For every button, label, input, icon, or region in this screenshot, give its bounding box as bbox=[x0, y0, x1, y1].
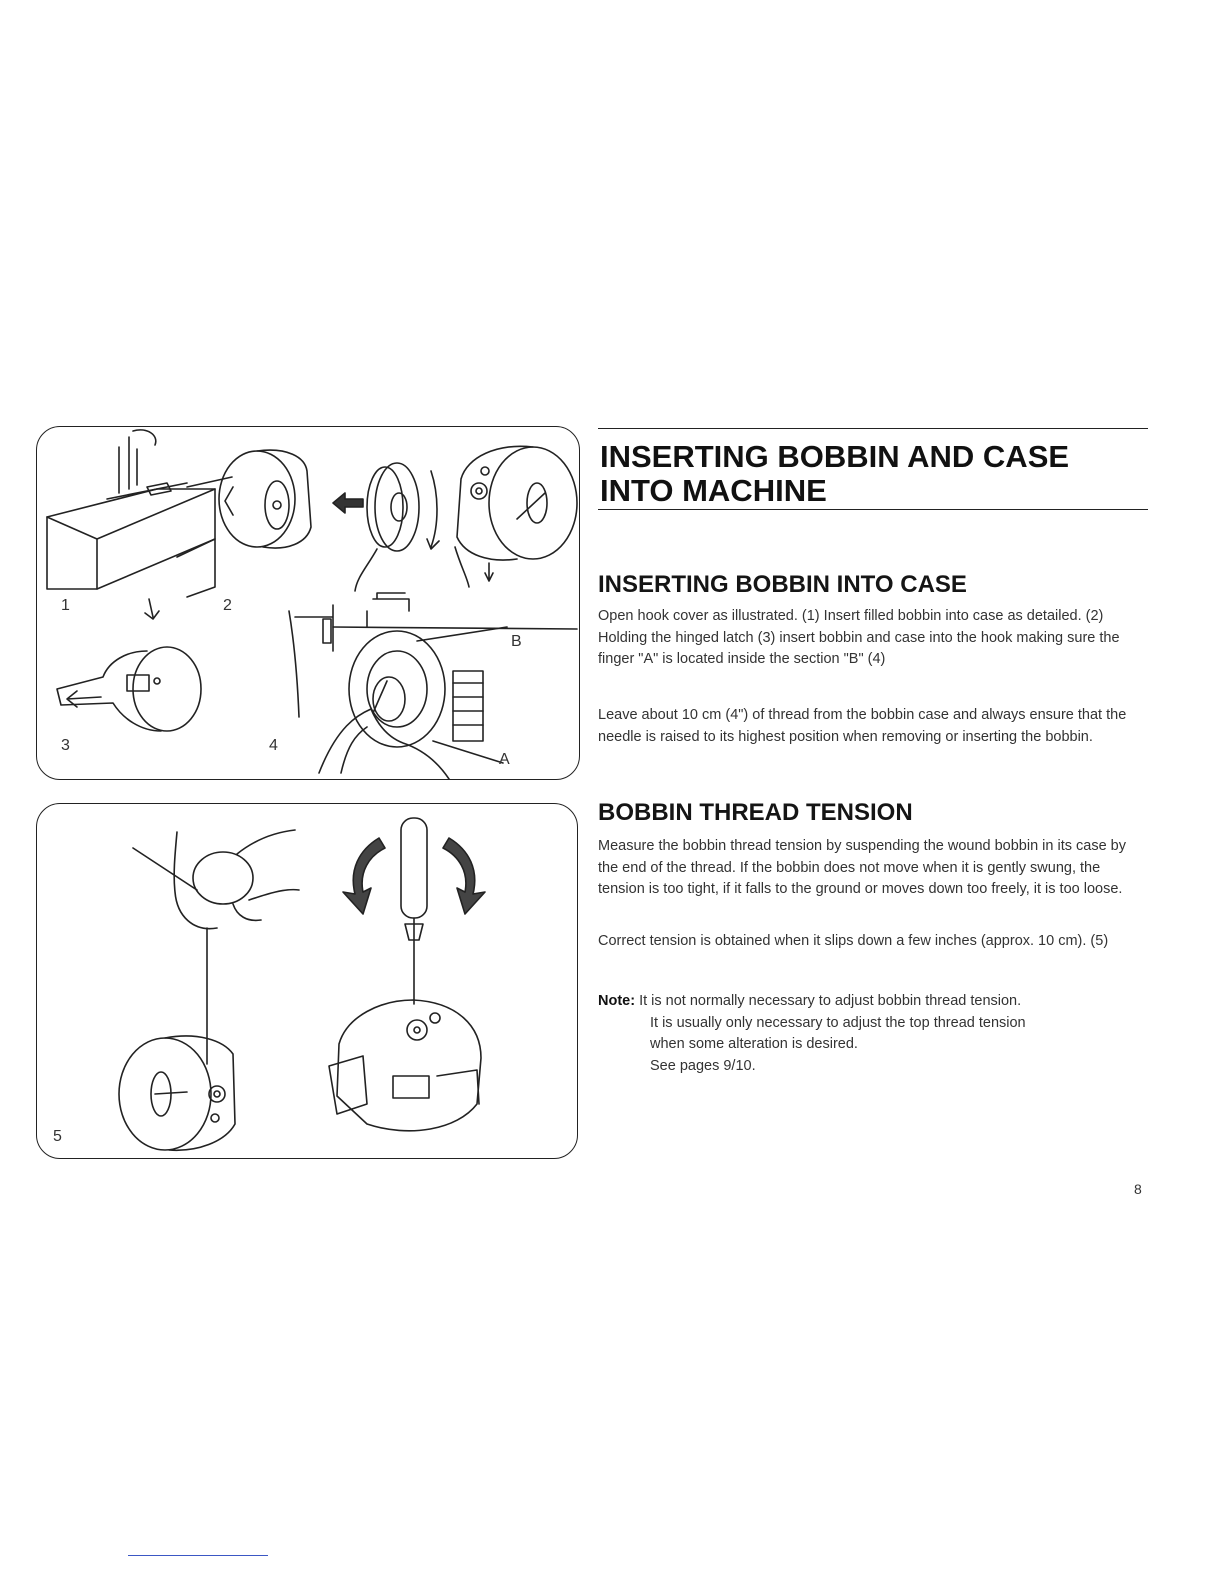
note-line-4: See pages 9/10. bbox=[650, 1057, 756, 1074]
note-line-3: when some alteration is desired. bbox=[650, 1036, 858, 1052]
figure-number-1: 1 bbox=[61, 597, 70, 614]
section-title-bobbin-tension: BOBBIN THREAD TENSION bbox=[598, 799, 913, 826]
heading-rule-top bbox=[598, 428, 1148, 429]
fig5-hanging-bobbin-case-drawing bbox=[119, 1036, 235, 1150]
page-title-line-1: INSERTING BOBBIN AND CASE bbox=[600, 439, 1070, 474]
note-block bbox=[598, 991, 1158, 1077]
page-number: 8 bbox=[1134, 1181, 1142, 1197]
section2-paragraph-2: Correct tension is obtained when it slips down a few inches (approx. 10 cm). (5) bbox=[598, 933, 1109, 949]
fig4-hook-insertion-drawing bbox=[289, 593, 577, 779]
note-line-1-wrapper bbox=[598, 991, 1158, 1013]
page-title-line-2: INTO MACHINE bbox=[600, 473, 827, 508]
illustration-panel-step-5 bbox=[36, 803, 578, 1159]
fig2-case-closeup-drawing bbox=[455, 446, 577, 587]
figure-number-2: 2 bbox=[223, 597, 232, 614]
callout-label-a: A bbox=[499, 751, 510, 768]
note-label: Note: bbox=[598, 993, 636, 1009]
section1-paragraph-1: Open hook cover as illustrated. (1) Insert filled bobbin into case as detailed. (2) Holding the hinged latch (3) insert bobbin and case into the hook making sure the finger "A" is located inside the section "B" (4) bbox=[598, 608, 1120, 667]
illustration-panel-steps-1-4 bbox=[36, 426, 580, 780]
section2-paragraph-1: Measure the bobbin thread tension by suspending the wound bobbin in its case by the end of the thread. If the bobbin does not move when it is gently swung, the tension is too tight, if it falls to the ground or moves down too freely, it is too loose. bbox=[598, 838, 1126, 897]
section1-paragraph-2: Leave about 10 cm (4") of thread from the bobbin case and always ensure that the needle is raised to its highest position when removing or inserting the bobbin. bbox=[598, 707, 1127, 745]
fig5-screwdriver-adjustment-drawing bbox=[329, 818, 485, 1131]
figure-number-3: 3 bbox=[61, 737, 70, 754]
section-title-inserting-bobbin: INSERTING BOBBIN INTO CASE bbox=[598, 571, 967, 598]
fig3-hinged-latch-drawing bbox=[57, 647, 201, 731]
callout-label-b: B bbox=[511, 633, 522, 650]
page-title bbox=[600, 440, 1160, 508]
footer-link-underline[interactable] bbox=[128, 1555, 268, 1556]
heading-rule-bottom bbox=[598, 509, 1148, 510]
note-line-2: It is usually only necessary to adjust the top thread tension bbox=[650, 1014, 1026, 1031]
fig2-bobbin-case-drawing bbox=[219, 450, 439, 591]
fig1-machine-drawing bbox=[47, 430, 232, 619]
bobbin-insertion-illustration bbox=[37, 427, 579, 779]
figure-number-5: 5 bbox=[53, 1128, 62, 1145]
note-line-1: It is not normally necessary to adjust bobbin thread tension. bbox=[639, 993, 1022, 1009]
figure-number-4: 4 bbox=[269, 737, 278, 754]
fig5-hand-holding-thread-drawing bbox=[133, 830, 299, 1064]
bobbin-tension-illustration bbox=[37, 804, 577, 1158]
